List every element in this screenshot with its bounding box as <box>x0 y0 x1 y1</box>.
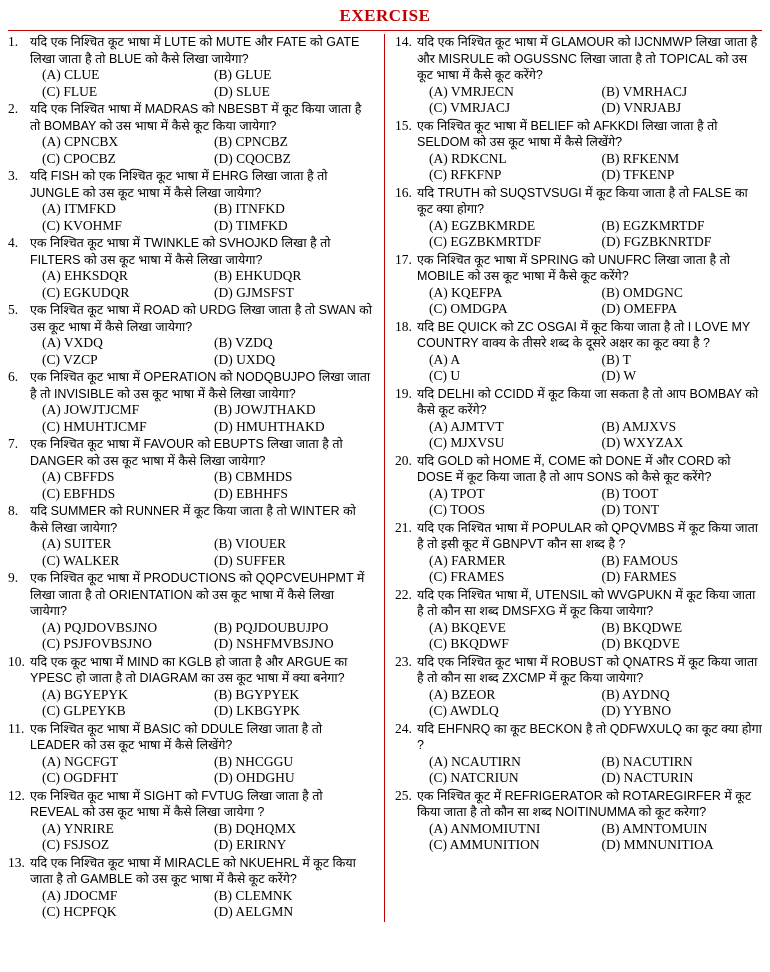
option-choice[interactable]: (B) CBMHDS <box>214 469 293 484</box>
option-row <box>30 268 374 285</box>
left-column <box>8 34 385 922</box>
option-choice[interactable]: (D) SLUE <box>214 83 270 99</box>
option-row <box>30 402 374 419</box>
question-number: 1. <box>8 34 19 49</box>
question-number: 23. <box>395 653 412 669</box>
question-item <box>8 721 374 787</box>
option-choice[interactable]: (D) TONT <box>601 502 660 517</box>
option-row <box>30 620 374 637</box>
option-row <box>30 536 374 553</box>
question-body <box>417 587 762 653</box>
option-choice[interactable]: (A) JDOCMF <box>42 887 118 903</box>
option-choice[interactable]: (C) GLPEYKB <box>42 703 126 718</box>
question-body <box>30 168 374 234</box>
option-choice[interactable]: (A) VMRJECN <box>429 83 514 99</box>
option-row <box>417 837 762 854</box>
option-choice[interactable]: (D) TFKENP <box>601 167 675 182</box>
question-item <box>8 302 374 368</box>
question-number: 18. <box>395 318 412 334</box>
question-number: 17. <box>395 251 412 267</box>
option-choice[interactable]: (B) CLEMNK <box>214 887 293 903</box>
option-choice[interactable]: (A) PQJDOVBSJNO <box>42 619 158 635</box>
option-row <box>30 285 374 302</box>
option-choice[interactable]: (A) EGZBKMRDE <box>429 217 536 233</box>
question-text: एक निश्चित कूट भाषा में FAVOUR को EBUPTS लिखा जाता है तो DANGER को उस कूट भाषा में कैसे लिखा जायेगा? <box>30 437 343 468</box>
option-row <box>417 419 762 436</box>
question-number: 7. <box>8 436 19 451</box>
question-item <box>395 453 762 519</box>
option-choice[interactable]: (B) BKQDWE <box>601 619 683 635</box>
option-choice[interactable]: (A) RDKCNL <box>429 150 507 166</box>
option-choice[interactable]: (D) SUFFER <box>214 552 286 568</box>
question-number: 16. <box>395 184 412 200</box>
option-row <box>417 234 762 251</box>
option-choice[interactable]: (B) VMRHACJ <box>601 83 688 99</box>
option-row <box>417 502 762 519</box>
option-choice[interactable]: (C) VMRJACJ <box>429 100 511 115</box>
option-row <box>30 67 374 84</box>
option-choice[interactable]: (B) EHKUDQR <box>214 268 302 283</box>
option-choice[interactable]: (C) EGZBKMRTDF <box>429 234 542 249</box>
question-number: 21. <box>395 519 412 535</box>
option-row <box>30 134 374 151</box>
option-choice[interactable]: (A) AJMTVT <box>429 418 504 434</box>
option-choice[interactable]: (C) FLUE <box>42 83 98 99</box>
question-text: एक निश्चित कूट में REFRIGERATOR को ROTAREGIRFER में कूट किया जाता है तो कौन सा शब्द NOITINUMMA को कूट करेगा? <box>417 788 752 819</box>
option-choice[interactable]: (D) W <box>601 368 637 383</box>
option-choice[interactable]: (D) NSHFMVBSJNO <box>214 636 334 651</box>
option-choice[interactable]: (B) ITNFKD <box>214 201 285 216</box>
option-choice[interactable]: (C) MJXVSU <box>429 435 505 450</box>
option-row <box>30 904 374 921</box>
option-choice[interactable]: (D) TIMFKD <box>214 217 288 233</box>
option-choice[interactable]: (D) MMNUNITIOA <box>601 837 714 852</box>
option-choice[interactable]: (A) BZEOR <box>429 686 496 702</box>
option-choice[interactable]: (C) BKQDWF <box>429 636 509 651</box>
option-list <box>30 821 374 854</box>
option-choice[interactable]: (C) RFKFNP <box>429 167 502 182</box>
question-text: यदि एक निश्चित कूट भाषा में ROBUST को QNATRS में कूट किया जाता है तो कौन सा शब्द ZXCMP में कूट किया जायेगा? <box>417 654 758 685</box>
question-number: 19. <box>395 385 412 401</box>
option-choice[interactable]: (B) GLUE <box>214 67 272 82</box>
question-body <box>417 721 762 787</box>
question-text: एक निश्चित कूट भाषा में SPRING को UNUFRC लिखा जाता है तो MOBILE को उस कूट भाषा में कैसे कूट करेंगे? <box>417 252 730 283</box>
option-list <box>30 335 374 368</box>
option-choice[interactable]: (B) VIOUER <box>214 536 287 551</box>
question-number: 12. <box>8 787 25 803</box>
question-item <box>8 436 374 502</box>
option-row <box>417 687 762 704</box>
question-number: 9. <box>8 570 19 585</box>
option-choice[interactable]: (D) BKQDVE <box>601 636 680 651</box>
option-row <box>417 770 762 787</box>
question-number: 24. <box>395 720 412 736</box>
question-text: यदि एक निश्चित कूट भाषा में MIRACLE को NKUEHRL में कूट किया जाता है तो GAMBLE को उस कूट भाषा में कैसे कूट करेंगे? <box>30 855 356 886</box>
option-row <box>417 100 762 117</box>
option-row <box>417 167 762 184</box>
option-list <box>417 553 762 586</box>
option-choice[interactable]: (D) VNRJABJ <box>601 100 682 115</box>
option-choice[interactable]: (A) FARMER <box>429 552 506 568</box>
option-choice[interactable]: (B) RFKENM <box>601 150 680 166</box>
option-choice[interactable]: (B) NHCGGU <box>214 753 294 769</box>
question-body <box>30 369 374 435</box>
option-choice[interactable]: (A) BKQEVE <box>429 619 506 635</box>
option-choice[interactable]: (D) WXYZAX <box>601 435 684 450</box>
right-column <box>385 34 762 922</box>
two-column-layout <box>8 34 762 922</box>
option-choice[interactable]: (C) HMUHTJCMF <box>42 418 147 434</box>
question-item <box>395 520 762 586</box>
question-text: यदि एक निश्चित भाषा में POPULAR को QPQVMBS में कूट किया जाता है तो इसी कूट में GBNPVT कौन सा शब्द है ? <box>417 520 758 551</box>
option-choice[interactable]: (D) GJMSFST <box>214 284 294 300</box>
option-row <box>417 569 762 586</box>
option-choice[interactable]: (B) AMNTOMUIN <box>601 820 708 836</box>
option-choice[interactable]: (A) CBFFDS <box>42 469 115 484</box>
question-item <box>395 654 762 720</box>
option-list <box>417 754 762 787</box>
question-item <box>395 587 762 653</box>
option-choice[interactable]: (A) VXDQ <box>42 335 103 350</box>
question-text: एक निश्चित कूट भाषा में PRODUCTIONS को QQPCVEUHPMT में लिखा जाता है तो ORIENTATION को उस कूट भाषा में कैसे लिखा जायेगा? <box>30 571 365 618</box>
option-choice[interactable]: (B) AYDNQ <box>601 686 670 702</box>
question-text: एक निश्चित कूट भाषा में OPERATION को NODQBUJPO लिखा जाता है तो INVISIBLE को उस कूट भाषा में कैसे लिखा जायेगा? <box>30 370 371 401</box>
option-list <box>30 67 374 100</box>
option-list <box>417 419 762 452</box>
question-body <box>30 101 374 167</box>
option-choice[interactable]: (C) TOOS <box>429 502 486 517</box>
option-choice[interactable]: (C) AMMUNITION <box>429 837 540 852</box>
option-list <box>417 687 762 720</box>
option-row <box>30 888 374 905</box>
option-list <box>30 888 374 921</box>
question-item <box>8 34 374 100</box>
option-row <box>417 151 762 168</box>
option-choice[interactable]: (A) KQEFPA <box>429 284 503 300</box>
option-list <box>417 218 762 251</box>
question-body <box>30 654 374 720</box>
option-choice[interactable]: (B) NACUTIRN <box>601 753 693 769</box>
option-row <box>30 703 374 720</box>
option-choice[interactable]: (A) YNRIRE <box>42 820 114 836</box>
option-row <box>30 218 374 235</box>
option-choice[interactable]: (A) ITMFKD <box>42 201 116 216</box>
question-number: 3. <box>8 168 19 183</box>
option-choice[interactable]: (B) CPNCBZ <box>214 134 288 149</box>
option-choice[interactable]: (D) UXDQ <box>214 351 276 367</box>
question-item <box>8 369 374 435</box>
question-body <box>30 302 374 368</box>
question-number: 8. <box>8 503 19 518</box>
option-choice[interactable]: (C) WALKER <box>42 552 120 568</box>
question-number: 22. <box>395 586 412 602</box>
option-choice[interactable]: (B) DQHQMX <box>214 820 297 836</box>
question-number: 10. <box>8 653 25 669</box>
question-text: यदि DELHI को CCIDD में कूट किया जा सकता है तो आप BOMBAY को कैसे कूट करेंगे? <box>417 386 759 417</box>
option-choice[interactable]: (B) AMJXVS <box>601 418 677 434</box>
option-list <box>417 821 762 854</box>
option-choice[interactable]: (C) EBFHDS <box>42 485 116 501</box>
question-text: एक निश्चित कूट भाषा में ROAD को URDG लिखा जाता है तो SWAN को उस कूट भाषा में कैसे लिखा जायेगा? <box>30 303 372 334</box>
option-row <box>30 151 374 168</box>
question-item <box>395 252 762 318</box>
question-item <box>395 185 762 251</box>
option-choice[interactable]: (A) TPOT <box>429 485 485 501</box>
option-row <box>30 335 374 352</box>
question-number: 5. <box>8 302 19 317</box>
option-choice[interactable]: (A) SUITER <box>42 536 112 551</box>
option-row <box>417 435 762 452</box>
option-list <box>30 754 374 787</box>
question-text: एक निश्चित कूट भाषा में BELIEF को AFKKDI लिखा जाता है तो SELDOM को उस कूट भाषा में कैसे लिखेंगे? <box>417 118 718 149</box>
option-choice[interactable]: (C) FSJSOZ <box>42 837 110 852</box>
option-row <box>417 754 762 771</box>
option-row <box>30 837 374 854</box>
option-row <box>417 636 762 653</box>
option-choice[interactable]: (C) PSJFOVBSJNO <box>42 636 152 651</box>
question-item <box>8 855 374 921</box>
option-choice[interactable]: (B) BGYPYEK <box>214 686 300 702</box>
option-choice[interactable]: (B) JOWJTHAKD <box>214 402 316 417</box>
option-list <box>417 352 762 385</box>
option-choice[interactable]: (D) NACTURIN <box>601 770 694 785</box>
question-number: 2. <box>8 101 19 116</box>
question-number: 13. <box>8 854 25 870</box>
option-row <box>30 469 374 486</box>
option-row <box>417 553 762 570</box>
option-choice[interactable]: (D) YYBNO <box>601 703 672 718</box>
question-text: यदि SUMMER को RUNNER में कूट किया जाता है तो WINTER को कैसे लिखा जायेगा? <box>30 504 356 535</box>
option-list <box>417 486 762 519</box>
option-row <box>417 703 762 720</box>
option-choice[interactable]: (B) PQJDOUBUJPO <box>214 619 329 635</box>
option-choice[interactable]: (A) A <box>429 351 461 367</box>
question-text: यदि एक निश्चित कूट भाषा में GLAMOUR को IJCNMWP लिखा जाता है और MISRULE को OGUSSNC लिखा जाता है तो TOPICAL को उस कूट भाषा में कैसे कूट करेंगे? <box>417 35 758 82</box>
option-row <box>417 368 762 385</box>
question-body <box>417 185 762 251</box>
question-text: यदि GOLD को HOME में, COME को DONE में और CORD को DOSE में कूट किया जाता है तो आप SONS को कैसे कूट करेंगे? <box>417 453 731 484</box>
question-body <box>30 855 374 921</box>
title-divider <box>8 30 762 31</box>
option-choice[interactable]: (B) EGZKMRTDF <box>601 217 705 233</box>
option-list <box>30 687 374 720</box>
option-choice[interactable]: (A) NCAUTIRN <box>429 753 521 769</box>
question-item <box>8 235 374 301</box>
option-list <box>417 620 762 653</box>
question-item <box>8 101 374 167</box>
question-item <box>8 168 374 234</box>
option-row <box>417 821 762 838</box>
option-choice[interactable]: (A) CLUE <box>42 67 100 82</box>
option-choice[interactable]: (D) AELGMN <box>214 904 294 919</box>
option-list <box>30 536 374 569</box>
option-row <box>30 636 374 653</box>
question-body <box>30 570 374 653</box>
option-row <box>417 301 762 318</box>
option-row <box>417 352 762 369</box>
option-choice[interactable]: (C) AWDLQ <box>429 703 499 718</box>
question-body <box>417 520 762 586</box>
option-row <box>417 486 762 503</box>
question-number: 25. <box>395 787 412 803</box>
question-body <box>417 654 762 720</box>
question-body <box>30 436 374 502</box>
question-number: 11. <box>8 720 25 736</box>
option-choice[interactable]: (C) EGKUDQR <box>42 284 130 300</box>
option-list <box>30 620 374 653</box>
question-number: 20. <box>395 452 412 468</box>
option-choice[interactable]: (D) LKBGYPK <box>214 703 300 718</box>
question-body <box>30 235 374 301</box>
question-body <box>30 721 374 787</box>
question-text: यदि एक निश्चित कूट भाषा में LUTE को MUTE और FATE को GATE लिखा जाता है तो BLUE को कैसे लिखा जायेगा? <box>30 35 360 66</box>
question-body <box>417 118 762 184</box>
option-choice[interactable]: (D) ERIRNY <box>214 837 287 852</box>
question-text: यदि EHFNRQ का कूट BECKON है तो QDFWXULQ का कूट क्या होगा ? <box>417 721 762 752</box>
option-list <box>417 285 762 318</box>
option-choice[interactable]: (C) FRAMES <box>429 569 505 584</box>
question-body <box>30 503 374 569</box>
question-number: 6. <box>8 369 19 384</box>
option-choice[interactable]: (D) FGZBKNRTDF <box>601 234 712 249</box>
option-choice[interactable]: (B) TOOT <box>601 485 659 501</box>
option-choice[interactable]: (A) EHKSDQR <box>42 268 128 283</box>
option-list <box>30 201 374 234</box>
option-row <box>30 84 374 101</box>
option-choice[interactable]: (C) NATCRIUN <box>429 770 519 785</box>
option-choice[interactable]: (A) NGCFGT <box>42 753 119 769</box>
option-choice[interactable]: (B) T <box>601 351 631 367</box>
question-text: यदि BE QUICK को ZC OSGAI में कूट किया जाता है तो I LOVE MY COUNTRY वाक्य के तीसरे शब्द के दूसरे अक्षर का कूट क्या है ? <box>417 319 751 350</box>
option-choice[interactable]: (D) OMEFPA <box>601 301 678 316</box>
option-list <box>30 268 374 301</box>
question-body <box>417 453 762 519</box>
option-row <box>30 754 374 771</box>
question-text: यदि एक कूट भाषा में MIND का KGLB हो जाता है और ARGUE का YPESC हो जाता है तो DIAGRAM का उस कूट भाषा में क्या बनेगा? <box>30 654 348 685</box>
question-item <box>395 721 762 787</box>
option-row <box>30 553 374 570</box>
question-body <box>417 788 762 854</box>
option-row <box>417 218 762 235</box>
option-list <box>417 151 762 184</box>
question-body <box>417 252 762 318</box>
question-item <box>8 570 374 653</box>
option-choice[interactable]: (B) OMDGNC <box>601 284 683 300</box>
option-row <box>417 620 762 637</box>
question-text: एक निश्चित कूट भाषा में BASIC को DDULE लिखा जाता है तो LEADER को उस कूट भाषा में कैसे लिखेंगे? <box>30 721 323 752</box>
question-body <box>30 788 374 854</box>
question-item <box>8 788 374 854</box>
question-item <box>395 386 762 452</box>
option-list <box>30 134 374 167</box>
option-choice[interactable]: (A) JOWJTJCMF <box>42 402 140 417</box>
option-row <box>417 285 762 302</box>
option-choice[interactable]: (D) FARMES <box>601 569 677 584</box>
option-row <box>30 687 374 704</box>
option-list <box>417 84 762 117</box>
question-text: एक निश्चित कूट भाषा में TWINKLE को SVHOJKD लिखा है तो FILTERS को उस कूट भाषा में कैसे लिखा जायेगा? <box>30 236 331 267</box>
question-body <box>417 386 762 452</box>
question-item <box>395 34 762 117</box>
option-choice[interactable]: (C) VZCP <box>42 351 98 367</box>
option-choice[interactable]: (C) CPOCBZ <box>42 150 116 166</box>
option-row <box>30 486 374 503</box>
question-number: 4. <box>8 235 19 250</box>
option-choice[interactable]: (C) HCPFQK <box>42 904 117 919</box>
question-item <box>8 654 374 720</box>
question-text: यदि TRUTH को SUQSTVSUGI में कूट किया जाता है तो FALSE का कूट क्या होगा? <box>417 185 748 216</box>
option-list <box>30 402 374 435</box>
option-choice[interactable]: (C) OGDFHT <box>42 770 119 785</box>
option-choice[interactable]: (B) VZDQ <box>214 335 273 350</box>
question-number: 14. <box>395 34 412 49</box>
question-text: यदि FISH को एक निश्चित कूट भाषा में EHRG लिखा जाता है तो JUNGLE को उस कूट भाषा में कैसे लिखा जायेगा? <box>30 169 328 200</box>
option-row <box>30 419 374 436</box>
option-choice[interactable]: (A) ANMOMIUTNI <box>429 820 541 836</box>
option-choice[interactable]: (A) CPNCBX <box>42 134 119 149</box>
option-choice[interactable]: (D) OHDGHU <box>214 770 295 785</box>
question-body <box>417 319 762 385</box>
option-choice[interactable]: (C) KVOHMF <box>42 217 122 233</box>
option-row <box>417 84 762 101</box>
option-row <box>30 770 374 787</box>
question-item <box>395 319 762 385</box>
option-choice[interactable]: (D) EBHHFS <box>214 485 288 501</box>
option-row <box>30 352 374 369</box>
question-item <box>8 503 374 569</box>
question-item <box>395 118 762 184</box>
question-text: एक निश्चित कूट भाषा में SIGHT को FVTUG लिखा जाता है तो REVEAL को उस कूट भाषा में कैसे लिखा जायेगा ? <box>30 788 323 819</box>
question-number: 15. <box>395 117 412 133</box>
option-choice[interactable]: (B) FAMOUS <box>601 552 679 568</box>
question-text: यदि एक निश्चित भाषा में, UTENSIL को WVGPUKN में कूट किया जाता है तो कौन सा शब्द DMSFXG में कूट किया जायेगा? <box>417 587 756 618</box>
page-title: EXERCISE <box>339 6 431 25</box>
question-text: यदि एक निश्चित भाषा में MADRAS को NBESBT में कूट किया जाता है तो BOMBAY को उस भाषा में कैसे कूट किया जायेगा? <box>30 102 362 133</box>
option-choice[interactable]: (A) BGYEPYK <box>42 686 128 702</box>
question-body <box>417 34 762 117</box>
option-choice[interactable]: (C) U <box>429 368 461 383</box>
question-item <box>395 788 762 854</box>
question-body <box>30 34 374 100</box>
option-row <box>30 201 374 218</box>
option-list <box>30 469 374 502</box>
option-choice[interactable]: (D) CQOCBZ <box>214 150 291 166</box>
option-row <box>30 821 374 838</box>
option-choice[interactable]: (C) OMDGPA <box>429 301 508 316</box>
option-choice[interactable]: (D) HMUHTHAKD <box>214 418 325 434</box>
